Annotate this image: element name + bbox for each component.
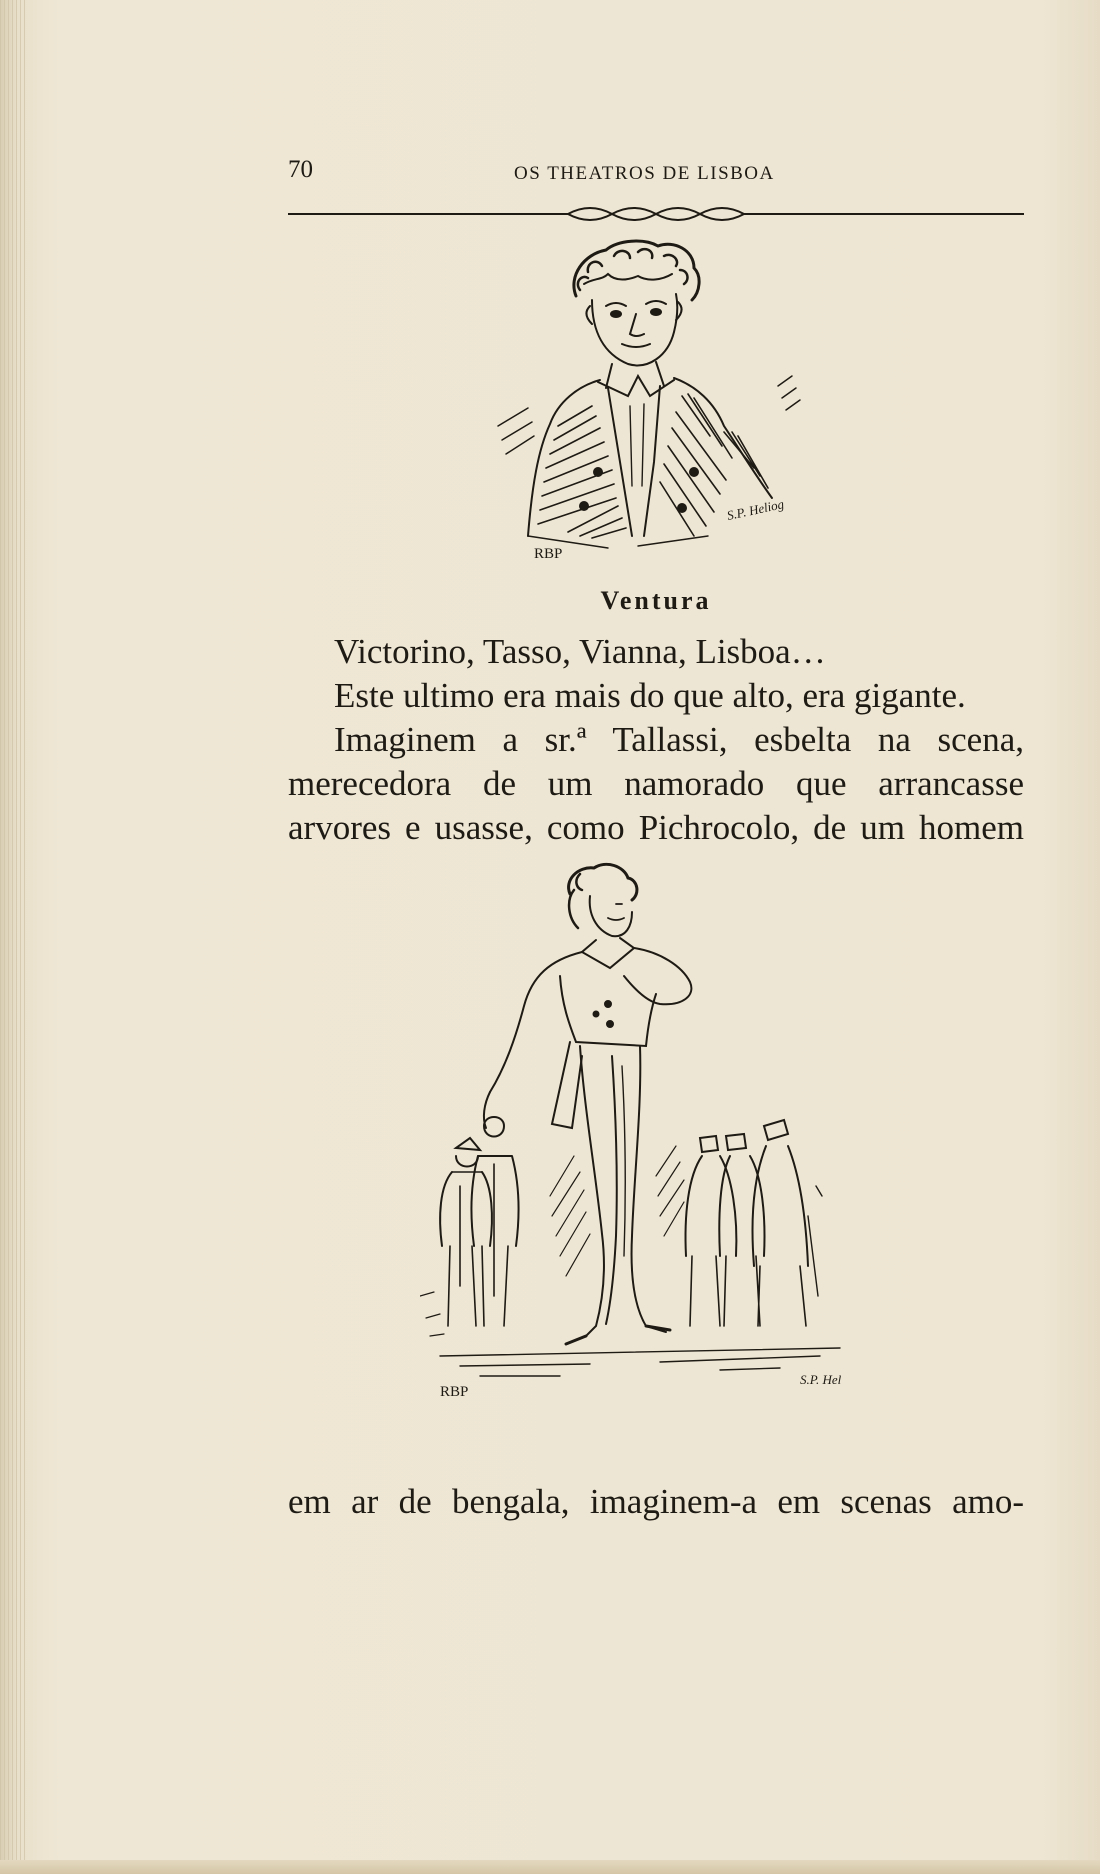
header-rule-ornament bbox=[288, 200, 1024, 228]
text-line: Victorino, Tasso, Vianna, Lisboa… bbox=[334, 632, 826, 671]
page-bottom-edge bbox=[0, 1860, 1100, 1874]
scene-signature-right: S.P. Hel bbox=[800, 1372, 842, 1387]
portrait-signature-left: RBP bbox=[534, 546, 563, 562]
portrait-engraving-icon bbox=[488, 236, 828, 588]
text-line: Imaginem a sr.ª Tallassi, esbelta na scena, bbox=[334, 720, 1024, 759]
giant-with-crowd-engraving-icon bbox=[420, 856, 920, 1456]
running-title: OS THEATROS DE LISBOA bbox=[514, 163, 775, 184]
text-line: arvores e usasse, como Pichrocolo, de um homem bbox=[288, 808, 1024, 847]
text-line: Este ultimo era mais do que alto, era gigante. bbox=[334, 676, 966, 715]
scene-signature-left: RBP bbox=[440, 1384, 469, 1400]
page-edge bbox=[0, 0, 26, 1874]
page-header bbox=[288, 152, 1024, 192]
text-line: merecedora de um namorado que arrancasse bbox=[288, 764, 1024, 803]
portrait-signature-right: S.P. Heliog bbox=[725, 496, 786, 523]
text-block-lower bbox=[288, 1480, 1024, 1524]
text-block-upper bbox=[288, 630, 1024, 850]
page-number: 70 bbox=[288, 156, 313, 183]
portrait-caption: Ventura bbox=[600, 586, 712, 615]
text-line: em ar de bengala, imaginem-a em scenas amo- bbox=[288, 1482, 1024, 1521]
